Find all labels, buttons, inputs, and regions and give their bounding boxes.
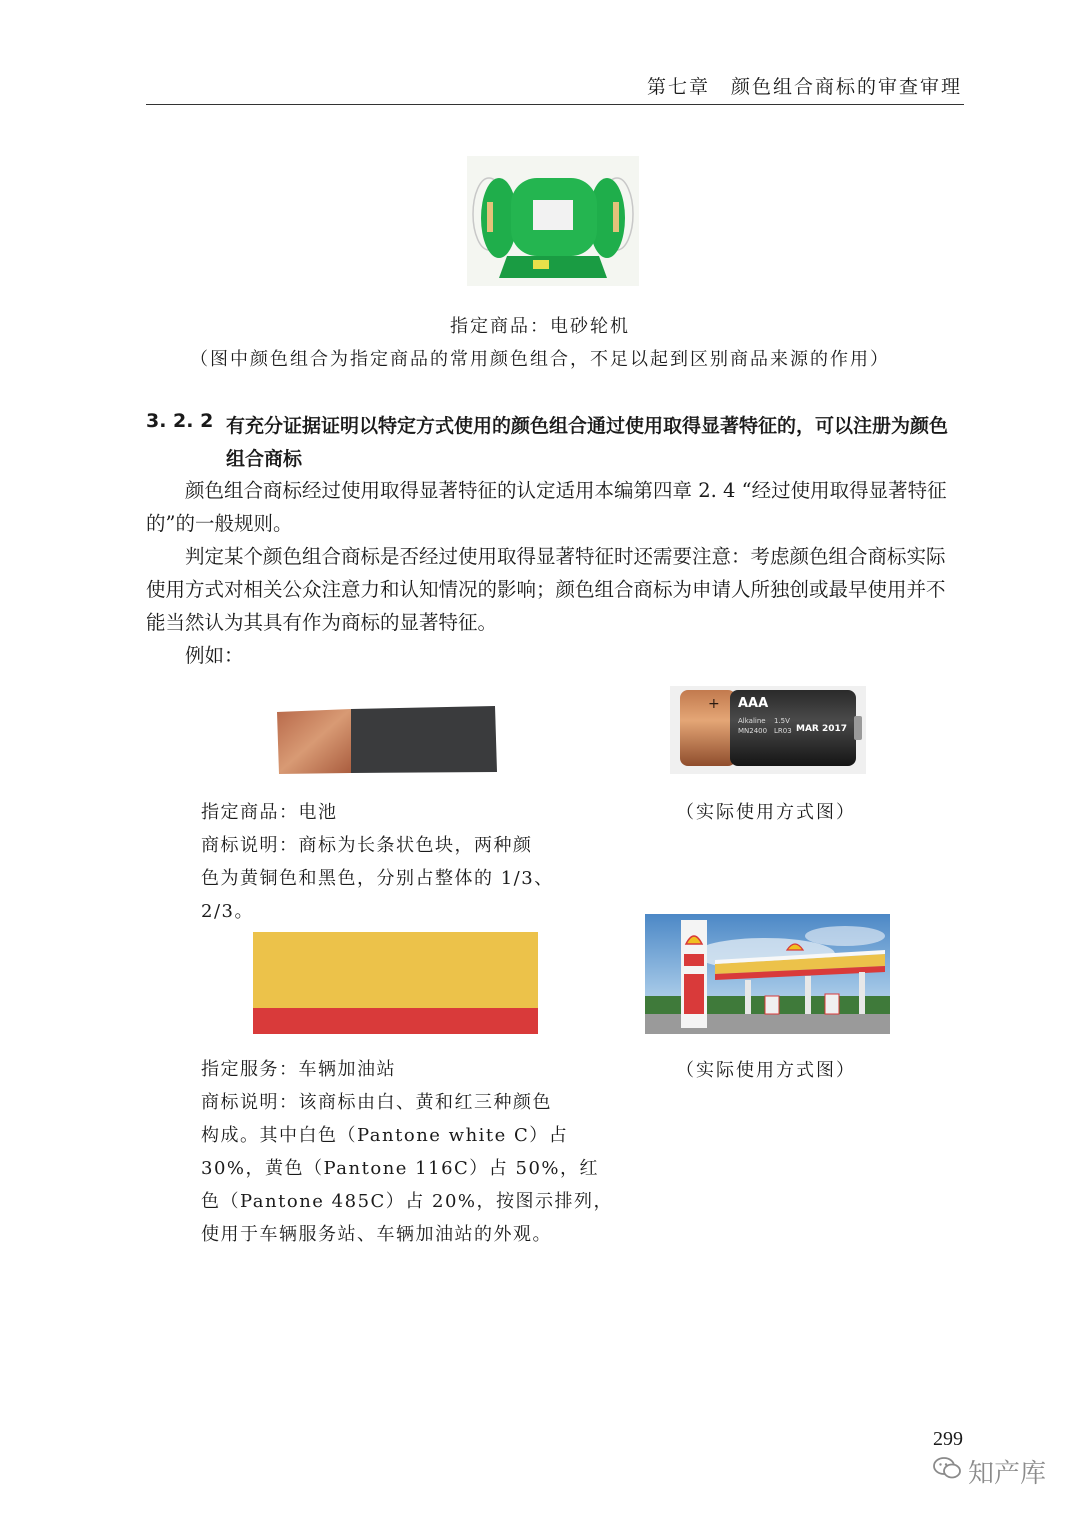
example2-photo-caption: （实际使用方式图） [676, 1060, 856, 1081]
watermark-text: 知产库 [967, 1459, 1046, 1489]
paragraph-example: 例如： [185, 644, 244, 667]
desc-line: 商标说明：商标为长条状色块，两种颜 [201, 835, 533, 856]
figure-caption-note: （图中颜色组合为指定商品的常用颜色组合，不足以起到区别商品来源的作用） [190, 349, 890, 370]
paragraph-2: 判定某个颜色组合商标是否经过使用取得显著特征时还需要注意：考虑颜色组合商标实际使用方式对相关公众注意力和认知情况的影响；颜色组合商标为申请人所独创或最早使用并不能当然认为其具有作为商标的显著特征。 [146, 545, 946, 634]
watermark [932, 1453, 1046, 1490]
grinder-illustration [467, 156, 639, 286]
desc-line: 色（Pantone 485C）占 20%，按图示排列， [201, 1191, 614, 1212]
example2-description [201, 1053, 613, 1251]
battery-volt-label [774, 716, 792, 736]
desc-line: 色为黄铜色和黑色，分别占整体的 1/3、 [201, 868, 554, 889]
desc-line: 使用于车辆服务站、车辆加油站的外观。 [201, 1224, 552, 1245]
battery-spec-line: Alkaline [738, 717, 766, 725]
chapter-header: 第七章 颜色组合商标的审查审理 [646, 76, 962, 98]
red-band [253, 1008, 538, 1034]
black-segment [351, 706, 497, 773]
battery-size-label: AAA [738, 696, 769, 711]
desc-line: 指定商品：电池 [201, 802, 338, 823]
yellow-band [253, 932, 538, 1008]
desc-line: 指定服务：车辆加油站 [201, 1059, 396, 1080]
header-divider [146, 104, 964, 105]
battery-spec-label [738, 716, 767, 736]
figure-caption-goods: 指定商品：电砂轮机 [450, 316, 630, 337]
gas-station-color-mark [253, 932, 538, 1034]
battery-spec-line: MN2400 [738, 727, 768, 735]
battery-date-label: MAR 2017 [796, 724, 848, 734]
page-number: 299 [933, 1428, 963, 1450]
section-title: 有充分证据证明以特定方式使用的颜色组合通过使用取得显著特征的，可以注册为颜色组合商标 [226, 415, 949, 470]
example1-description [201, 796, 554, 928]
battery-color-mark [277, 706, 497, 774]
battery-code: LR03 [774, 727, 792, 735]
gas-station-photo [645, 914, 890, 1034]
bench-grinder-image [467, 156, 639, 286]
battery-photo [670, 686, 866, 774]
desc-line: 构成。其中白色（Pantone white C）占 [201, 1125, 569, 1146]
svg-text:+: + [708, 696, 720, 712]
battery-volt: 1.5V [774, 717, 790, 725]
desc-line: 30%，黄色（Pantone 116C）占 50%，红 [201, 1158, 600, 1179]
example1-photo-caption: （实际使用方式图） [676, 802, 856, 823]
paragraph-1: 颜色组合商标经过使用取得显著特征的认定适用本编第四章 2. 4 “经过使用取得显著特征的”的一般规则。 [146, 479, 947, 535]
wechat-icon [932, 1455, 962, 1488]
desc-line: 商标说明：该商标由白、黄和红三种颜色 [201, 1092, 552, 1113]
section-number: 3. 2. 2 [146, 410, 214, 432]
desc-line: 2/3。 [201, 901, 254, 922]
copper-segment [277, 709, 351, 774]
